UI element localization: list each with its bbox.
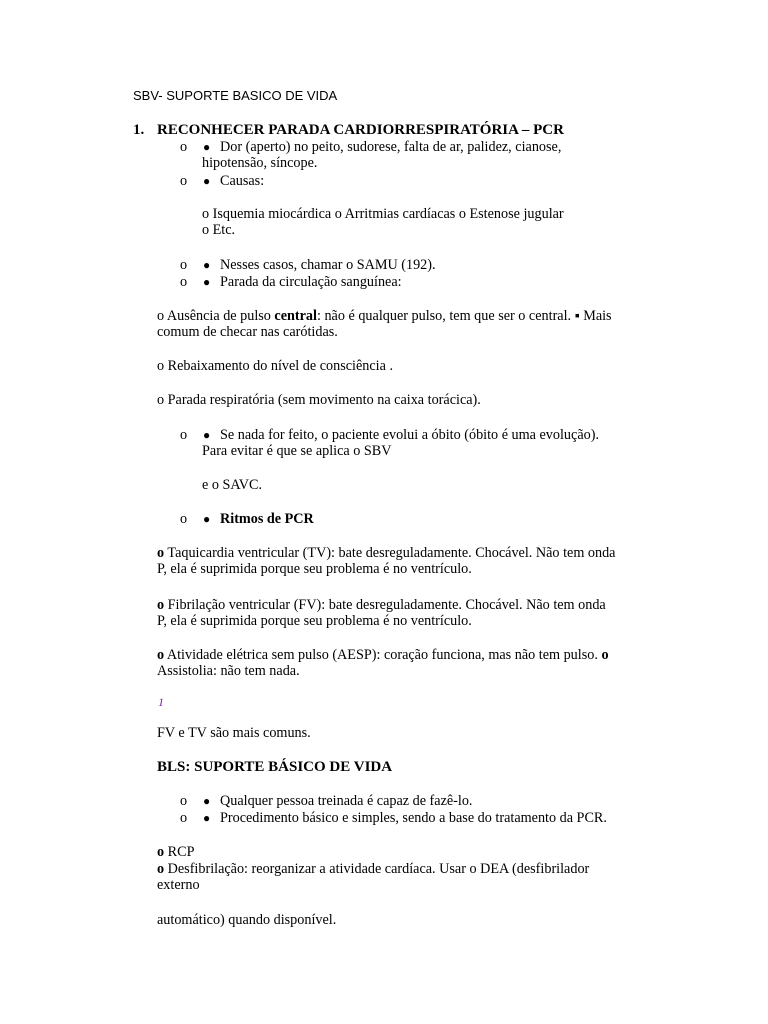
tv-paragraph-continued: P, ela é suprimida porque seu problema é no ventrículo. xyxy=(157,561,472,577)
dot-bullet-icon: ● xyxy=(203,811,211,825)
fv-tv-note: FV e TV são mais comuns. xyxy=(157,725,311,741)
circle-bullet-icon: o xyxy=(180,793,188,809)
dot-bullet-icon: ● xyxy=(203,174,211,188)
bold-marker: o xyxy=(157,545,165,561)
dot-bullet-icon: ● xyxy=(203,794,211,808)
bullet-text-continued: e o SAVC. xyxy=(202,477,263,493)
bold-marker: o xyxy=(157,597,165,613)
fv-paragraph-continued: P, ela é suprimida porque seu problema é no ventrículo. xyxy=(157,613,472,629)
page-marker: 1 xyxy=(158,695,164,709)
circle-bullet-icon: o xyxy=(180,511,188,527)
bullet-text-continued: hipotensão, síncope. xyxy=(202,155,318,171)
bullet-text: Procedimento básico e simples, sendo a base do tratamento da PCR. xyxy=(220,810,607,826)
tv-paragraph xyxy=(157,545,615,561)
document-title: SBV- SUPORTE BASICO DE VIDA xyxy=(133,88,338,103)
fv-text: Fibrilação ventricular (FV): bate desreguladamente. Chocável. Não tem onda xyxy=(167,597,606,613)
dot-bullet-icon: ● xyxy=(203,258,211,272)
bullet-text: Parada da circulação sanguínea: xyxy=(220,274,402,290)
circle-bullet-icon: o xyxy=(180,810,188,826)
bullet-heading: Ritmos de PCR xyxy=(220,511,314,527)
defib-text: Desfibrilação: reorganizar a atividade cardíaca. Usar o DEA (desfibrilador xyxy=(167,861,590,877)
bold-marker: o xyxy=(157,861,165,877)
pulse-text-rest: : não é qualquer pulso, tem que ser o central. ▪ Mais xyxy=(316,308,612,324)
bold-marker: o xyxy=(601,647,609,663)
rcp-text: RCP xyxy=(167,844,195,860)
tv-text: Taquicardia ventricular (TV): bate desreguladamente. Chocável. Não tem onda xyxy=(167,545,616,561)
circle-bullet-icon: o xyxy=(180,139,188,155)
section-number: 1. xyxy=(133,122,145,138)
bullet-text: Causas: xyxy=(220,173,265,189)
bullet-text: Dor (aperto) no peito, sudorese, falta de ar, palidez, cianose, xyxy=(220,139,562,155)
rcp-item xyxy=(157,844,194,860)
dot-bullet-icon: ● xyxy=(203,512,211,526)
aesp-paragraph-continued: Assistolia: não tem nada. xyxy=(157,663,300,679)
bullet-text-continued: Para evitar é que se aplica o SBV xyxy=(202,443,392,459)
pulse-text: o Ausência de pulso xyxy=(157,308,275,324)
defib-item-continued: automático) quando disponível. xyxy=(157,912,337,928)
section-heading: RECONHECER PARADA CARDIORRESPIRATÓRIA – PCR xyxy=(157,122,564,138)
respiratory-paragraph: o Parada respiratória (sem movimento na caixa torácica). xyxy=(157,392,481,408)
bls-heading: BLS: SUPORTE BÁSICO DE VIDA xyxy=(157,759,393,775)
aesp-paragraph xyxy=(157,647,609,663)
causes-list-continued: o Etc. xyxy=(202,222,236,238)
bold-marker: o xyxy=(157,647,165,663)
circle-bullet-icon: o xyxy=(180,257,188,273)
causes-list: o Isquemia miocárdica o Arritmias cardíacas o Estenose jugular xyxy=(202,206,564,222)
defib-item xyxy=(157,861,589,877)
circle-bullet-icon: o xyxy=(180,274,188,290)
bullet-text: Qualquer pessoa treinada é capaz de fazê-lo. xyxy=(220,793,473,809)
dot-bullet-icon: ● xyxy=(203,428,211,442)
fv-paragraph xyxy=(157,597,606,613)
pulse-paragraph-continued: comum de checar nas carótidas. xyxy=(157,324,338,340)
pulse-emphasis: central xyxy=(274,308,317,324)
aesp-text: Atividade elétrica sem pulso (AESP): coração funciona, mas não tem pulso. xyxy=(166,647,598,663)
bullet-text: Se nada for feito, o paciente evolui a óbito (óbito é uma evolução). xyxy=(220,427,599,443)
dot-bullet-icon: ● xyxy=(203,275,211,289)
circle-bullet-icon: o xyxy=(180,173,188,189)
consciousness-paragraph: o Rebaixamento do nível de consciência . xyxy=(157,358,393,374)
pulse-paragraph xyxy=(157,308,612,324)
dot-bullet-icon: ● xyxy=(203,140,211,154)
defib-item-continued: externo xyxy=(157,877,200,893)
bullet-text: Nesses casos, chamar o SAMU (192). xyxy=(220,257,436,273)
bold-marker: o xyxy=(157,844,165,860)
circle-bullet-icon: o xyxy=(180,427,188,443)
